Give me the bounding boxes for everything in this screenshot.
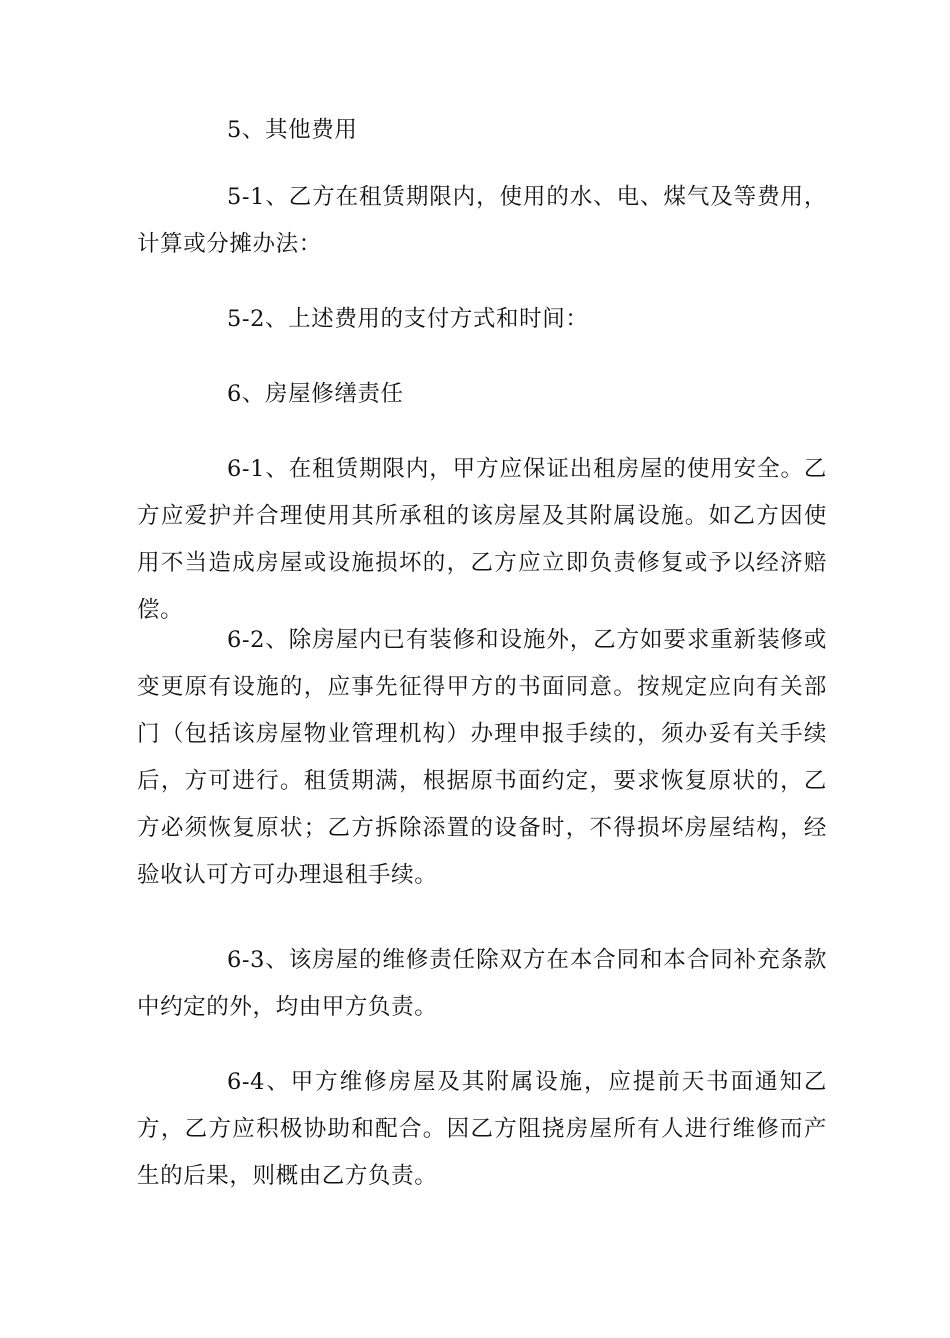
clause-5-2: 5-2、上述费用的支付方式和时间： — [227, 306, 589, 332]
clause-6-3: 6-3、该房屋的维修责任除双方在本合同和本合同补充条款中约定的外，均由甲方负责。 — [137, 947, 827, 1020]
section-heading-6: 6、房屋修缮责任 — [227, 381, 404, 407]
clause-5-1: 5-1、乙方在租赁期限内，使用的水、电、煤气及等费用，计算或分摊办法： — [137, 184, 827, 257]
clause-6-2: 6-2、除房屋内已有装修和设施外，乙方如要求重新装修或变更原有设施的，应事先征得甲方的书面同意。按规定应向有关部门（包括该房屋物业管理机构）办理申报手续的，须办妥有关手续后，方可进行。租赁期满，根据原书面约定，要求恢复原状的，乙方必须恢复原状；乙方拆除添置的设备时，不得损坏房屋结构，经验收认可方可办理退租手续。 — [137, 627, 827, 888]
clause-6-1: 6-1、在租赁期限内，甲方应保证出租房屋的使用安全。乙方应爱护并合理使用其所承租的该房屋及其附属设施。如乙方因使用不当造成房屋或设施损坏的，乙方应立即负责修复或予以经济赔偿。 — [137, 456, 827, 623]
clause-6-4: 6-4、甲方维修房屋及其附属设施，应提前天书面通知乙方，乙方应积极协助和配合。因乙方阻挠房屋所有人进行维修而产生的后果，则概由乙方负责。 — [137, 1069, 827, 1189]
section-heading-5: 5、其他费用 — [227, 117, 358, 143]
